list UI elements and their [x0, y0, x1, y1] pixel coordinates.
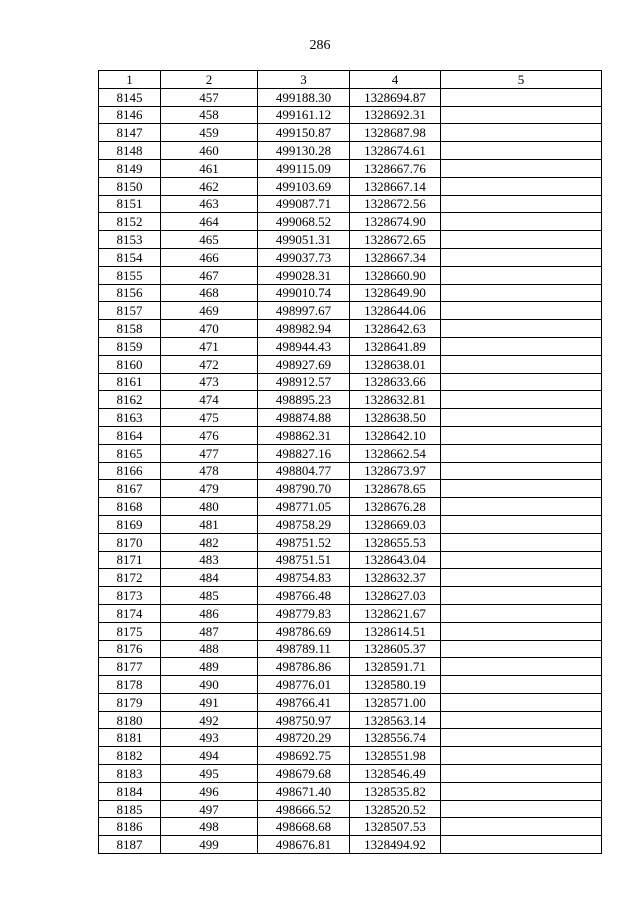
table-cell: 8171	[99, 551, 161, 569]
table-cell: 8165	[99, 444, 161, 462]
table-cell: 8174	[99, 604, 161, 622]
table-cell: 485	[161, 587, 258, 605]
table-cell: 498666.52	[258, 800, 350, 818]
table-row	[99, 266, 602, 284]
table-cell	[441, 248, 602, 266]
table-cell: 8150	[99, 177, 161, 195]
table-cell	[441, 177, 602, 195]
table-cell: 1328627.03	[350, 587, 441, 605]
table-row	[99, 373, 602, 391]
table-cell: 499103.69	[258, 177, 350, 195]
table-cell: 8164	[99, 426, 161, 444]
table-cell: 1328642.10	[350, 426, 441, 444]
table-cell: 498895.23	[258, 391, 350, 409]
table-row	[99, 676, 602, 694]
table-cell: 467	[161, 266, 258, 284]
table-cell: 8152	[99, 213, 161, 231]
table-cell: 8184	[99, 782, 161, 800]
table-cell: 8162	[99, 391, 161, 409]
table-cell: 497	[161, 800, 258, 818]
table-cell	[441, 159, 602, 177]
table-cell: 1328662.54	[350, 444, 441, 462]
table-cell: 498786.69	[258, 622, 350, 640]
table-cell: 459	[161, 124, 258, 142]
table-cell: 8158	[99, 320, 161, 338]
table-row	[99, 409, 602, 427]
table-cell: 8178	[99, 676, 161, 694]
table-cell: 499028.31	[258, 266, 350, 284]
table-cell: 498771.05	[258, 498, 350, 516]
table-cell	[441, 231, 602, 249]
table-cell: 461	[161, 159, 258, 177]
table-cell: 498786.86	[258, 658, 350, 676]
table-cell	[441, 711, 602, 729]
table-cell: 1328556.74	[350, 729, 441, 747]
table-cell: 475	[161, 409, 258, 427]
table-cell: 489	[161, 658, 258, 676]
table-cell: 498779.83	[258, 604, 350, 622]
table-cell: 498754.83	[258, 569, 350, 587]
table-cell	[441, 88, 602, 106]
table-cell: 1328641.89	[350, 337, 441, 355]
table-cell	[441, 391, 602, 409]
table-cell: 495	[161, 765, 258, 783]
table-row	[99, 320, 602, 338]
table-cell: 479	[161, 480, 258, 498]
table-cell: 1328687.98	[350, 124, 441, 142]
table-row	[99, 604, 602, 622]
table-row	[99, 106, 602, 124]
table-cell	[441, 640, 602, 658]
table-cell: 8186	[99, 818, 161, 836]
table-cell	[441, 765, 602, 783]
table-cell: 498	[161, 818, 258, 836]
table-cell	[441, 266, 602, 284]
table-cell: 498776.01	[258, 676, 350, 694]
table-cell: 8167	[99, 480, 161, 498]
column-header: 5	[441, 71, 602, 89]
coordinates-table	[98, 70, 602, 854]
table-cell: 8149	[99, 159, 161, 177]
table-cell: 1328546.49	[350, 765, 441, 783]
table-cell: 498676.81	[258, 836, 350, 854]
table-cell: 1328642.63	[350, 320, 441, 338]
table-cell: 499051.31	[258, 231, 350, 249]
table-cell: 1328649.90	[350, 284, 441, 302]
table-cell: 498766.41	[258, 693, 350, 711]
table-cell	[441, 302, 602, 320]
table-cell: 498668.68	[258, 818, 350, 836]
table-cell: 8175	[99, 622, 161, 640]
table-cell: 466	[161, 248, 258, 266]
table-row	[99, 800, 602, 818]
table-row	[99, 355, 602, 373]
table-cell: 498912.57	[258, 373, 350, 391]
table-cell: 1328632.37	[350, 569, 441, 587]
table-cell	[441, 320, 602, 338]
page-number: 286	[309, 38, 331, 53]
table-cell: 498751.51	[258, 551, 350, 569]
table-cell	[441, 693, 602, 711]
table-cell: 8154	[99, 248, 161, 266]
table-cell: 499150.87	[258, 124, 350, 142]
table-cell: 498927.69	[258, 355, 350, 373]
table-row	[99, 622, 602, 640]
table-cell: 499188.30	[258, 88, 350, 106]
table-cell	[441, 604, 602, 622]
table-row	[99, 159, 602, 177]
table-row	[99, 747, 602, 765]
table-cell: 498720.29	[258, 729, 350, 747]
table-cell: 1328644.06	[350, 302, 441, 320]
table-cell: 481	[161, 515, 258, 533]
table-cell: 471	[161, 337, 258, 355]
table-cell	[441, 480, 602, 498]
table-cell: 1328551.98	[350, 747, 441, 765]
table-cell: 1328674.61	[350, 142, 441, 160]
table-cell: 8181	[99, 729, 161, 747]
table-row	[99, 569, 602, 587]
table-cell	[441, 337, 602, 355]
table-row	[99, 836, 602, 854]
table-cell: 499037.73	[258, 248, 350, 266]
table-row	[99, 693, 602, 711]
table-cell	[441, 676, 602, 694]
table-cell	[441, 622, 602, 640]
table-cell: 8185	[99, 800, 161, 818]
table-cell: 1328672.56	[350, 195, 441, 213]
table-row	[99, 658, 602, 676]
table-cell: 8161	[99, 373, 161, 391]
table-cell: 499161.12	[258, 106, 350, 124]
table-cell: 498671.40	[258, 782, 350, 800]
table-row	[99, 124, 602, 142]
table-row	[99, 142, 602, 160]
table-cell: 458	[161, 106, 258, 124]
table-row	[99, 213, 602, 231]
table-cell: 499087.71	[258, 195, 350, 213]
table-cell: 8160	[99, 355, 161, 373]
column-header: 3	[258, 71, 350, 89]
table-cell: 1328494.92	[350, 836, 441, 854]
table-cell	[441, 836, 602, 854]
table-cell: 498751.52	[258, 533, 350, 551]
table-cell: 498766.48	[258, 587, 350, 605]
table-cell	[441, 355, 602, 373]
table-cell: 1328605.37	[350, 640, 441, 658]
table-cell	[441, 124, 602, 142]
table-cell: 469	[161, 302, 258, 320]
table-cell: 462	[161, 177, 258, 195]
table-row	[99, 337, 602, 355]
table-cell: 8148	[99, 142, 161, 160]
table-cell: 498827.16	[258, 444, 350, 462]
table-cell: 468	[161, 284, 258, 302]
table-cell: 8146	[99, 106, 161, 124]
table-cell: 498750.97	[258, 711, 350, 729]
table-cell: 1328638.50	[350, 409, 441, 427]
table-cell: 1328673.97	[350, 462, 441, 480]
table-cell: 465	[161, 231, 258, 249]
table-cell	[441, 462, 602, 480]
table-cell: 499130.28	[258, 142, 350, 160]
table-cell: 482	[161, 533, 258, 551]
table-cell	[441, 195, 602, 213]
column-header: 1	[99, 71, 161, 89]
table-header-row	[99, 71, 602, 89]
table-cell: 1328678.65	[350, 480, 441, 498]
table-cell: 1328667.14	[350, 177, 441, 195]
table-cell: 488	[161, 640, 258, 658]
table-cell: 1328694.87	[350, 88, 441, 106]
table-cell: 8170	[99, 533, 161, 551]
column-header: 4	[350, 71, 441, 89]
table-cell	[441, 142, 602, 160]
table-cell: 498982.94	[258, 320, 350, 338]
table-cell: 494	[161, 747, 258, 765]
table-cell: 1328676.28	[350, 498, 441, 516]
table-cell: 498692.75	[258, 747, 350, 765]
table-cell: 1328667.34	[350, 248, 441, 266]
table-cell: 8166	[99, 462, 161, 480]
table-cell: 8168	[99, 498, 161, 516]
table-cell: 1328633.66	[350, 373, 441, 391]
table-cell: 480	[161, 498, 258, 516]
table-row	[99, 711, 602, 729]
table-row	[99, 640, 602, 658]
table-row	[99, 729, 602, 747]
table-cell	[441, 426, 602, 444]
table-cell: 1328655.53	[350, 533, 441, 551]
table-cell: 491	[161, 693, 258, 711]
table-cell	[441, 498, 602, 516]
table-cell: 460	[161, 142, 258, 160]
table-cell: 1328614.51	[350, 622, 441, 640]
table-cell: 498997.67	[258, 302, 350, 320]
table-row	[99, 248, 602, 266]
table-row	[99, 391, 602, 409]
table-cell: 1328643.04	[350, 551, 441, 569]
table-cell: 498874.88	[258, 409, 350, 427]
table-cell	[441, 551, 602, 569]
table-cell: 477	[161, 444, 258, 462]
table-cell: 472	[161, 355, 258, 373]
table-row	[99, 765, 602, 783]
table-row	[99, 426, 602, 444]
table-cell: 8157	[99, 302, 161, 320]
table-cell: 499068.52	[258, 213, 350, 231]
table-cell: 498944.43	[258, 337, 350, 355]
table-cell: 8147	[99, 124, 161, 142]
table-body	[99, 88, 602, 853]
table-cell: 473	[161, 373, 258, 391]
table-cell: 8176	[99, 640, 161, 658]
table-cell: 1328632.81	[350, 391, 441, 409]
table-cell: 498789.11	[258, 640, 350, 658]
table-row	[99, 515, 602, 533]
table-cell: 478	[161, 462, 258, 480]
table-cell: 1328692.31	[350, 106, 441, 124]
table-cell	[441, 587, 602, 605]
table-cell: 8182	[99, 747, 161, 765]
table-row	[99, 177, 602, 195]
table-cell: 8180	[99, 711, 161, 729]
table-cell: 484	[161, 569, 258, 587]
table-cell: 499010.74	[258, 284, 350, 302]
table-cell	[441, 782, 602, 800]
table-cell: 1328621.67	[350, 604, 441, 622]
table-cell: 1328535.82	[350, 782, 441, 800]
table-cell: 498804.77	[258, 462, 350, 480]
table-cell: 1328563.14	[350, 711, 441, 729]
table-row	[99, 284, 602, 302]
table-cell: 1328674.90	[350, 213, 441, 231]
table-cell: 1328660.90	[350, 266, 441, 284]
table-row	[99, 231, 602, 249]
table-cell: 464	[161, 213, 258, 231]
table-cell: 498679.68	[258, 765, 350, 783]
table-cell	[441, 729, 602, 747]
table-cell	[441, 373, 602, 391]
table-cell	[441, 658, 602, 676]
table-cell: 499115.09	[258, 159, 350, 177]
table-cell: 498862.31	[258, 426, 350, 444]
table-cell: 457	[161, 88, 258, 106]
table-row	[99, 195, 602, 213]
table-cell	[441, 747, 602, 765]
table-row	[99, 818, 602, 836]
table-cell: 8159	[99, 337, 161, 355]
table-cell: 498758.29	[258, 515, 350, 533]
table-cell: 1328669.03	[350, 515, 441, 533]
table-cell: 490	[161, 676, 258, 694]
table-cell: 8155	[99, 266, 161, 284]
table-cell	[441, 444, 602, 462]
table-cell: 496	[161, 782, 258, 800]
table-cell: 492	[161, 711, 258, 729]
table-row	[99, 551, 602, 569]
table-cell: 8177	[99, 658, 161, 676]
table-cell: 8183	[99, 765, 161, 783]
table-cell: 8179	[99, 693, 161, 711]
table-cell: 8151	[99, 195, 161, 213]
table-cell: 470	[161, 320, 258, 338]
table-cell: 8163	[99, 409, 161, 427]
table-row	[99, 462, 602, 480]
table-cell: 8145	[99, 88, 161, 106]
table-cell: 499	[161, 836, 258, 854]
table-cell: 487	[161, 622, 258, 640]
table-cell	[441, 284, 602, 302]
table-cell: 8187	[99, 836, 161, 854]
table-row	[99, 782, 602, 800]
table-cell: 1328507.53	[350, 818, 441, 836]
table-cell: 1328672.65	[350, 231, 441, 249]
table-cell: 493	[161, 729, 258, 747]
table-cell: 483	[161, 551, 258, 569]
table-cell: 1328638.01	[350, 355, 441, 373]
table-cell	[441, 533, 602, 551]
table-cell: 1328580.19	[350, 676, 441, 694]
table-cell: 1328591.71	[350, 658, 441, 676]
table-cell: 8153	[99, 231, 161, 249]
table-cell	[441, 515, 602, 533]
table-cell: 476	[161, 426, 258, 444]
table-row	[99, 480, 602, 498]
table-row	[99, 587, 602, 605]
table-cell	[441, 409, 602, 427]
table-cell: 8169	[99, 515, 161, 533]
table-cell	[441, 213, 602, 231]
table-cell: 498790.70	[258, 480, 350, 498]
table-cell: 486	[161, 604, 258, 622]
table-cell: 1328571.00	[350, 693, 441, 711]
table-cell: 8173	[99, 587, 161, 605]
table-cell: 1328520.52	[350, 800, 441, 818]
table-row	[99, 302, 602, 320]
table-cell: 463	[161, 195, 258, 213]
table-cell	[441, 818, 602, 836]
table-row	[99, 88, 602, 106]
table-cell: 8172	[99, 569, 161, 587]
table-row	[99, 444, 602, 462]
table-cell	[441, 569, 602, 587]
table-cell	[441, 800, 602, 818]
table-cell: 1328667.76	[350, 159, 441, 177]
table-cell: 474	[161, 391, 258, 409]
table-cell: 8156	[99, 284, 161, 302]
table-row	[99, 498, 602, 516]
column-header: 2	[161, 71, 258, 89]
table-row	[99, 533, 602, 551]
table-cell	[441, 106, 602, 124]
